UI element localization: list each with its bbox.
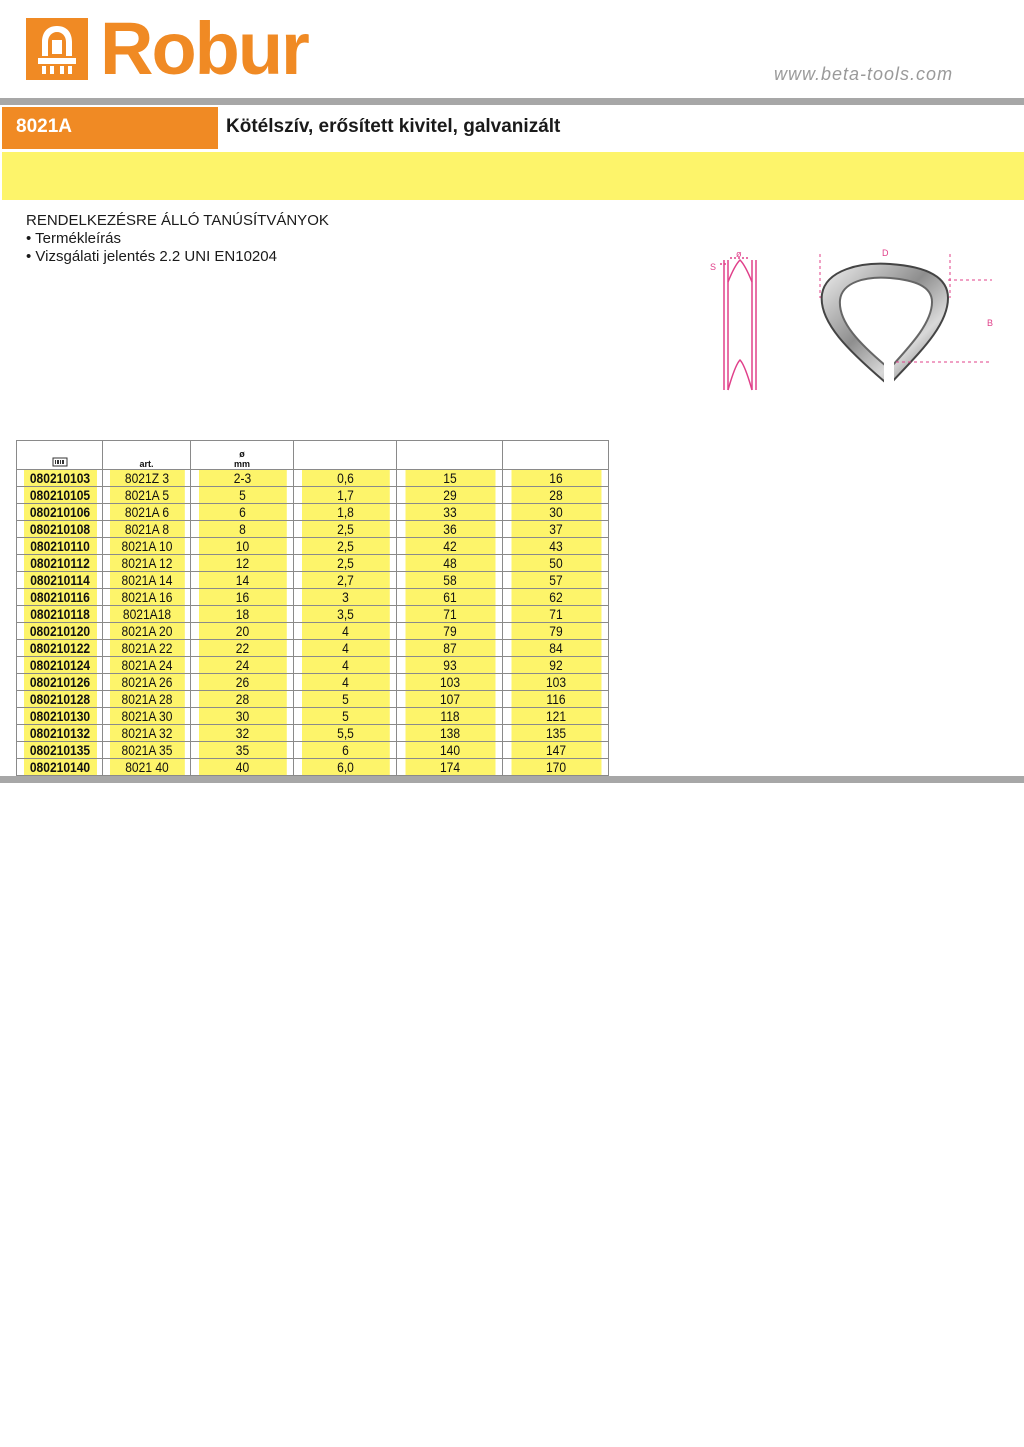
cell-col5: 29 [404, 487, 495, 504]
cell-col4: 5,5 [301, 725, 390, 742]
header-diameter [191, 441, 294, 470]
cell-col4: 1,8 [301, 504, 390, 521]
cell-col6: 103 [510, 674, 601, 691]
cell-col6: 57 [510, 572, 601, 589]
cell-col4: 5 [301, 691, 390, 708]
cell-art: 8021 40 [109, 759, 185, 776]
cell-col6: 30 [510, 504, 601, 521]
cell-col6: 16 [510, 470, 601, 487]
cell-diameter: 32 [198, 725, 287, 742]
table-row [17, 674, 609, 691]
cell-code: 080210105 [23, 487, 97, 504]
cell-diameter: 2-3 [198, 470, 287, 487]
cell-col4: 2,5 [301, 521, 390, 538]
cell-art: 8021A 16 [109, 589, 185, 606]
cell-col5: 118 [404, 708, 495, 725]
cell-col4: 4 [301, 640, 390, 657]
yellow-band [2, 152, 1024, 200]
cell-col5: 71 [404, 606, 495, 623]
bottom-divider [0, 776, 1024, 783]
cell-col4: 6 [301, 742, 390, 759]
cell-diameter: 22 [198, 640, 287, 657]
cell-col4: 4 [301, 623, 390, 640]
product-code: 8021A [16, 116, 72, 137]
cell-col4: 4 [301, 657, 390, 674]
product-title: Kötélszív, erősített kivitel, galvanizált [226, 116, 561, 137]
cell-col4: 0,6 [301, 470, 390, 487]
table-body [17, 470, 609, 776]
cell-diameter: 30 [198, 708, 287, 725]
cell-code: 080210118 [23, 606, 97, 623]
label-s: S [710, 262, 717, 272]
cell-code: 080210114 [23, 572, 97, 589]
cell-col5: 33 [404, 504, 495, 521]
cell-col4: 2,5 [301, 555, 390, 572]
barcode-icon [52, 457, 68, 467]
cell-code: 080210103 [23, 470, 97, 487]
cell-diameter: 26 [198, 674, 287, 691]
cell-diameter: 40 [198, 759, 287, 776]
cell-col6: 92 [510, 657, 601, 674]
thimble-diagram [700, 242, 1000, 402]
cell-diameter: 20 [198, 623, 287, 640]
cell-art: 8021A 30 [109, 708, 185, 725]
table-row [17, 708, 609, 725]
robur-shield-icon [26, 18, 88, 80]
cell-art: 8021A 14 [109, 572, 185, 589]
cell-diameter: 14 [198, 572, 287, 589]
cell-col6: 43 [510, 538, 601, 555]
cell-art: 8021A 26 [109, 674, 185, 691]
certificates-heading: RENDELKEZÉSRE ÁLLÓ TANÚSÍTVÁNYOK [26, 212, 329, 229]
cell-diameter: 16 [198, 589, 287, 606]
cell-col4: 3,5 [301, 606, 390, 623]
table-row [17, 572, 609, 589]
cell-art: 8021A 6 [109, 504, 185, 521]
certificate-item: • Vizsgálati jelentés 2.2 UNI EN10204 [26, 248, 277, 265]
cell-col5: 58 [404, 572, 495, 589]
cell-col5: 103 [404, 674, 495, 691]
cell-col5: 138 [404, 725, 495, 742]
table-row [17, 487, 609, 504]
cell-col5: 15 [404, 470, 495, 487]
table-row [17, 657, 609, 674]
table-row [17, 589, 609, 606]
cell-art: 8021A 20 [109, 623, 185, 640]
cell-col4: 4 [301, 674, 390, 691]
table-row [17, 742, 609, 759]
cell-diameter: 8 [198, 521, 287, 538]
cell-col6: 28 [510, 487, 601, 504]
cell-col4: 2,7 [301, 572, 390, 589]
cell-col6: 79 [510, 623, 601, 640]
cell-col5: 42 [404, 538, 495, 555]
cell-col4: 1,7 [301, 487, 390, 504]
cell-diameter: 28 [198, 691, 287, 708]
cell-code: 080210116 [23, 589, 97, 606]
spec-table [16, 440, 609, 776]
cell-code: 080210120 [23, 623, 97, 640]
cell-code: 080210128 [23, 691, 97, 708]
cell-code: 080210110 [23, 538, 97, 555]
cell-col5: 48 [404, 555, 495, 572]
label-diameter: ø [736, 249, 742, 259]
cell-art: 8021A 8 [109, 521, 185, 538]
cell-art: 8021A 5 [109, 487, 185, 504]
cell-col5: 61 [404, 589, 495, 606]
cell-code: 080210130 [23, 708, 97, 725]
cell-col6: 121 [510, 708, 601, 725]
header-col5 [397, 441, 503, 470]
cell-code: 080210135 [23, 742, 97, 759]
cell-diameter: 24 [198, 657, 287, 674]
side-profile-drawing [720, 258, 756, 390]
cell-col5: 140 [404, 742, 495, 759]
site-url[interactable]: www.beta-tools.com [774, 64, 954, 84]
cell-col6: 71 [510, 606, 601, 623]
table-row [17, 759, 609, 776]
thimble-photo [822, 264, 948, 384]
table-row [17, 538, 609, 555]
table-row [17, 521, 609, 538]
table-row [17, 623, 609, 640]
certificate-item: • Termékleírás [26, 230, 122, 247]
cell-code: 080210112 [23, 555, 97, 572]
header-col4 [294, 441, 397, 470]
cell-col6: 135 [510, 725, 601, 742]
cell-col6: 50 [510, 555, 601, 572]
cell-col5: 174 [404, 759, 495, 776]
cell-art: 8021A18 [109, 606, 185, 623]
cell-col5: 87 [404, 640, 495, 657]
header-code [17, 441, 103, 470]
cell-art: 8021A 24 [109, 657, 185, 674]
cell-code: 080210132 [23, 725, 97, 742]
cell-col6: 84 [510, 640, 601, 657]
cell-col4: 5 [301, 708, 390, 725]
cell-col6: 116 [510, 691, 601, 708]
cell-diameter: 18 [198, 606, 287, 623]
cell-art: 8021Z 3 [109, 470, 185, 487]
certificates-section [26, 212, 329, 266]
cell-diameter: 35 [198, 742, 287, 759]
cell-col6: 170 [510, 759, 601, 776]
robur-logo [26, 7, 346, 90]
cell-col5: 93 [404, 657, 495, 674]
cell-code: 080210122 [23, 640, 97, 657]
cell-col5: 107 [404, 691, 495, 708]
cell-col6: 62 [510, 589, 601, 606]
cell-art: 8021A 28 [109, 691, 185, 708]
brand-name: Robur [100, 7, 308, 90]
cell-code: 080210126 [23, 674, 97, 691]
cell-diameter: 5 [198, 487, 287, 504]
cell-col4: 6,0 [301, 759, 390, 776]
cell-col5: 36 [404, 521, 495, 538]
cell-col5: 79 [404, 623, 495, 640]
cell-code: 080210140 [23, 759, 97, 776]
cell-diameter: 6 [198, 504, 287, 521]
cell-art: 8021A 35 [109, 742, 185, 759]
table-row [17, 555, 609, 572]
cell-art: 8021A 12 [109, 555, 185, 572]
table-row [17, 691, 609, 708]
table-row [17, 640, 609, 657]
cell-code: 080210106 [23, 504, 97, 521]
header-diameter-symbol: ø [239, 449, 245, 459]
cell-diameter: 12 [198, 555, 287, 572]
table-row [17, 606, 609, 623]
header-col6 [503, 441, 609, 470]
cell-col6: 147 [510, 742, 601, 759]
cell-diameter: 10 [198, 538, 287, 555]
cell-code: 080210124 [23, 657, 97, 674]
header-diameter-unit: mm [233, 459, 250, 469]
label-b: B [987, 318, 994, 328]
top-divider [0, 98, 1024, 105]
table-row [17, 504, 609, 521]
cell-art: 8021A 32 [109, 725, 185, 742]
label-d: D [882, 248, 889, 258]
cell-col4: 2,5 [301, 538, 390, 555]
table-row [17, 725, 609, 742]
table-header-row [17, 441, 609, 470]
header-art: art. [103, 441, 191, 470]
product-illustration [700, 242, 1000, 402]
cell-col6: 37 [510, 521, 601, 538]
table-row [17, 470, 609, 487]
cell-art: 8021A 22 [109, 640, 185, 657]
cell-code: 080210108 [23, 521, 97, 538]
cell-art: 8021A 10 [109, 538, 185, 555]
cell-col4: 3 [301, 589, 390, 606]
